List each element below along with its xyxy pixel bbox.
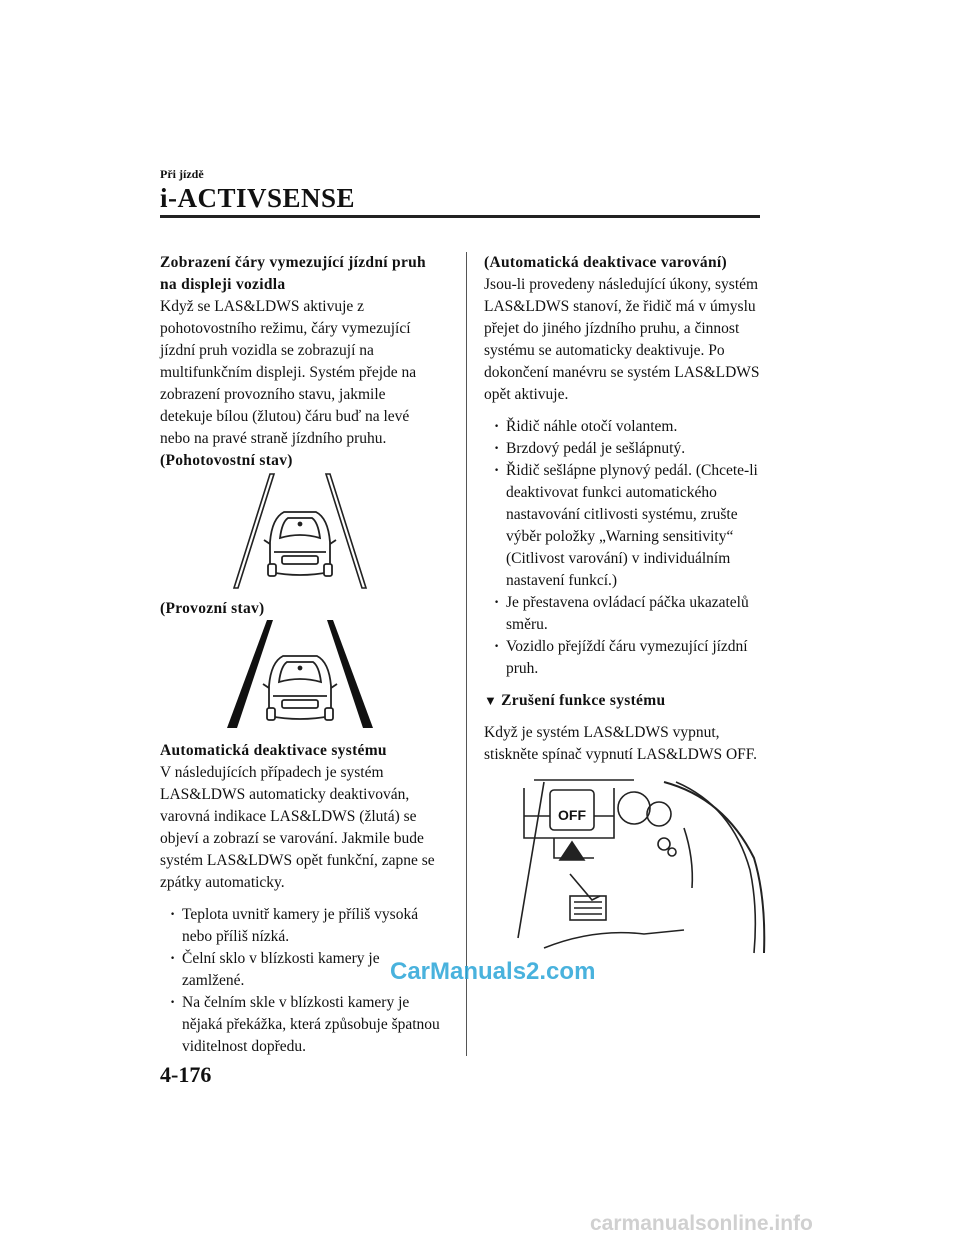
operating-lane-figure [225, 620, 375, 730]
list-item: · Teplota uvnitř kamery je příliš vysoká nebo příliš nízká. [182, 904, 440, 948]
heading-lane-display: Zobrazení čáry vymezující jízdní pruh na displeji vozidla [160, 254, 426, 293]
list-item: · Je přestavena ovládací páčka ukazatelů směru. [506, 592, 769, 636]
heading-auto-deactivation: Automatická deaktivace systému [160, 742, 387, 759]
page-number: 4-176 [160, 1062, 212, 1087]
switch-off-label: OFF [558, 807, 586, 823]
label-standby: (Pohotovostní stav) [160, 452, 293, 469]
paragraph-auto-deactivation: V následujících případech je systém LAS&LDWS automaticky deaktivován, varovná indikace LAS&LDWS (žlutá) se objeví a zobrazí se varování. Jakmile bude systém LAS&LDWS opět funkční, zapne se zpátky automaticky. [160, 764, 435, 891]
paragraph-lane-display: Když se LAS&LDWS aktivuje z pohotovostního režimu, čáry vymezující jízdní pruh vozidla se zobrazují na multifunkčním displeji. Systém přejde na zobrazení provozního stavu, jakmile detekuje bílou (žlutou) čáru buď na levé nebo na pravé straně jízdního pruhu. [160, 298, 417, 447]
left-column [160, 252, 440, 1058]
warning-deactivation-list [484, 416, 769, 680]
label-operating: (Provozní stav) [160, 600, 265, 617]
heading-warning-deactivation: (Automatická deaktivace varování) [484, 254, 727, 271]
section-title: i-ACTIVSENSE [160, 183, 356, 213]
paragraph-warning-deactivation: Jsou-li provedeny následující úkony, systém LAS&LDWS stanoví, že řidič má v úmyslu přejet do jiného jízdního pruhu, a činnost systému se automaticky deaktivuje. Po dokončení manévru se systém LAS&LDWS opět aktivuje. [484, 276, 760, 403]
standby-lane-figure [230, 472, 370, 592]
list-item: · Řidič náhle otočí volantem. [506, 416, 769, 438]
heading-system-off: ▼ Zrušení funkce systému [484, 692, 666, 709]
car-icon [263, 656, 337, 720]
list-item: · Čelní sklo v blízkosti kamery je zamlžené. [182, 948, 440, 992]
triangle-marker-icon: ▼ [484, 693, 498, 708]
watermark-bottom: carmanualsonline.info [590, 1212, 813, 1235]
section-subtitle: Při jízdě [160, 167, 204, 181]
list-item: · Řidič sešlápne plynový pedál. (Chcete-li deaktivovat funkci automatického nastavování citlivosti systému, zrušte výběr položky „Warning sensitivity“ (Citlivost varování) v individuálním nastavení funkcí.) [506, 460, 769, 592]
list-item: · Brzdový pedál je sešlápnutý. [506, 438, 769, 460]
title-rule [160, 215, 760, 218]
dashboard-switch-figure [514, 778, 774, 958]
watermark-center: CarManuals2.com [390, 958, 596, 985]
list-item: · Na čelním skle v blízkosti kamery je nějaká překážka, která způsobuje špatnou viditelnost dopředu. [182, 992, 440, 1058]
column-divider [466, 252, 467, 1056]
car-icon [264, 512, 336, 576]
paragraph-system-off: Když je systém LAS&LDWS vypnut, stiskněte spínač vypnutí LAS&LDWS OFF. [484, 724, 758, 763]
list-item: · Vozidlo přejíždí čáru vymezující jízdní pruh. [506, 636, 769, 680]
right-column [484, 252, 769, 958]
